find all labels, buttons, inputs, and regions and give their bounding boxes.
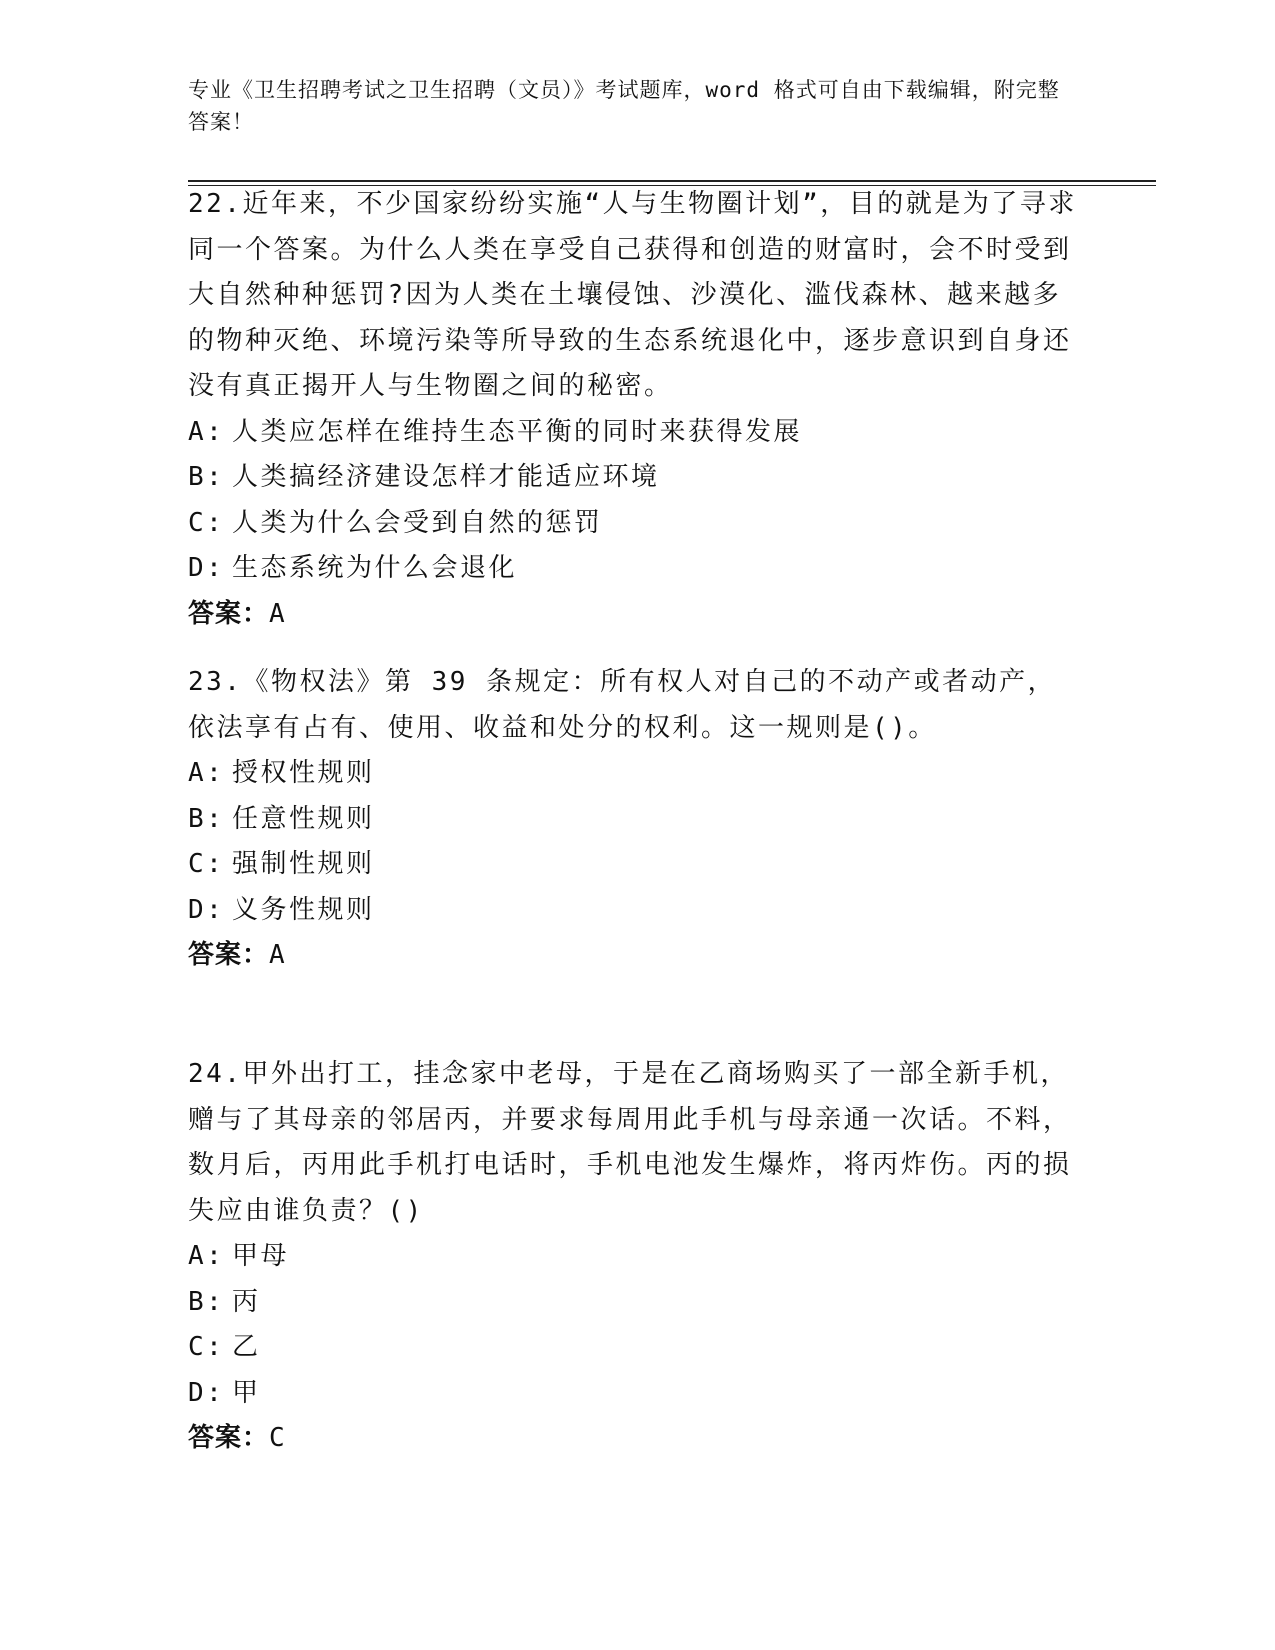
option-key: D: — [188, 1377, 225, 1408]
answer-value: C — [269, 1423, 286, 1453]
option-key: A: — [188, 416, 225, 447]
question-stem: 22.近年来，不少国家纷纷实施“人与生物圈计划”，目的就是为了寻求同一个答案。为什么人类在享受自己获得和创造的财富时，会不时受到大自然种种惩罚?因为人类在土壤侵蚀、沙漠化、滥伐森林、越来越多的物种灭绝、环境污染等所导致的生态系统退化中，逐步意识到自身还没有真正揭开人与生物圈之间的秘密。 — [188, 189, 1077, 401]
answer-line — [188, 592, 1078, 638]
option-d — [188, 546, 1078, 592]
option-c — [188, 842, 1078, 888]
answer-value: A — [269, 598, 286, 629]
question-stem: 24.甲外出打工，挂念家中老母，于是在乙商场购买了一部全新手机，赠与了其母亲的邻居丙，并要求每周用此手机与母亲通一次话。不料，数月后，丙用此手机打电话时，手机电池发生爆炸，将丙炸伤。丙的损失应由谁负责？() — [188, 1059, 1072, 1226]
option-key: B: — [188, 1286, 225, 1317]
option-key: D: — [188, 894, 225, 925]
option-d — [188, 1371, 1078, 1417]
answer-value: A — [269, 940, 286, 970]
option-text: 人类应怎样在维持生态平衡的同时来获得发展 — [232, 416, 803, 447]
option-key: A: — [188, 1241, 225, 1271]
question-stem: 23.《物权法》第 39 条规定：所有权人对自己的不动产或者动产，依法享有占有、使用、收益和处分的权利。这一规则是()。 — [188, 667, 1057, 743]
question-22 — [188, 182, 1078, 637]
option-c — [188, 1325, 1078, 1371]
answer-line — [188, 933, 1078, 979]
option-text: 任意性规则 — [232, 803, 375, 834]
option-key: C: — [188, 1332, 225, 1362]
option-b — [188, 455, 1078, 501]
option-key: C: — [188, 849, 225, 879]
option-key: D: — [188, 553, 225, 583]
option-b — [188, 797, 1078, 843]
header-text: 专业《卫生招聘考试之卫生招聘（文员）》考试题库，word 格式可自由下载编辑，附完整答案！ — [188, 78, 1060, 134]
question-23 — [188, 660, 1078, 979]
option-a — [188, 410, 1078, 456]
question-24 — [188, 1052, 1078, 1462]
option-key: B: — [188, 803, 225, 834]
option-text: 人类搞经济建设怎样才能适应环境 — [232, 462, 660, 492]
option-text: 丙 — [232, 1286, 261, 1317]
option-text: 甲 — [232, 1377, 261, 1408]
option-a — [188, 751, 1078, 797]
option-text: 生态系统为什么会退化 — [232, 553, 518, 583]
answer-line — [188, 1416, 1078, 1462]
option-text: 强制性规则 — [232, 849, 375, 879]
option-text: 人类为什么会受到自然的惩罚 — [232, 507, 603, 538]
option-a — [188, 1234, 1078, 1280]
option-text: 授权性规则 — [232, 758, 375, 788]
answer-label: 答案： — [188, 598, 270, 629]
option-text: 甲母 — [232, 1241, 290, 1271]
option-text: 乙 — [232, 1332, 261, 1362]
answer-label: 答案： — [188, 1423, 270, 1453]
answer-label: 答案： — [188, 940, 270, 970]
document-header — [188, 74, 1068, 138]
option-b — [188, 1280, 1078, 1326]
option-d — [188, 888, 1078, 934]
option-key: C: — [188, 507, 225, 538]
option-text: 义务性规则 — [232, 894, 375, 925]
option-c — [188, 501, 1078, 547]
option-key: B: — [188, 462, 225, 492]
option-key: A: — [188, 758, 225, 788]
